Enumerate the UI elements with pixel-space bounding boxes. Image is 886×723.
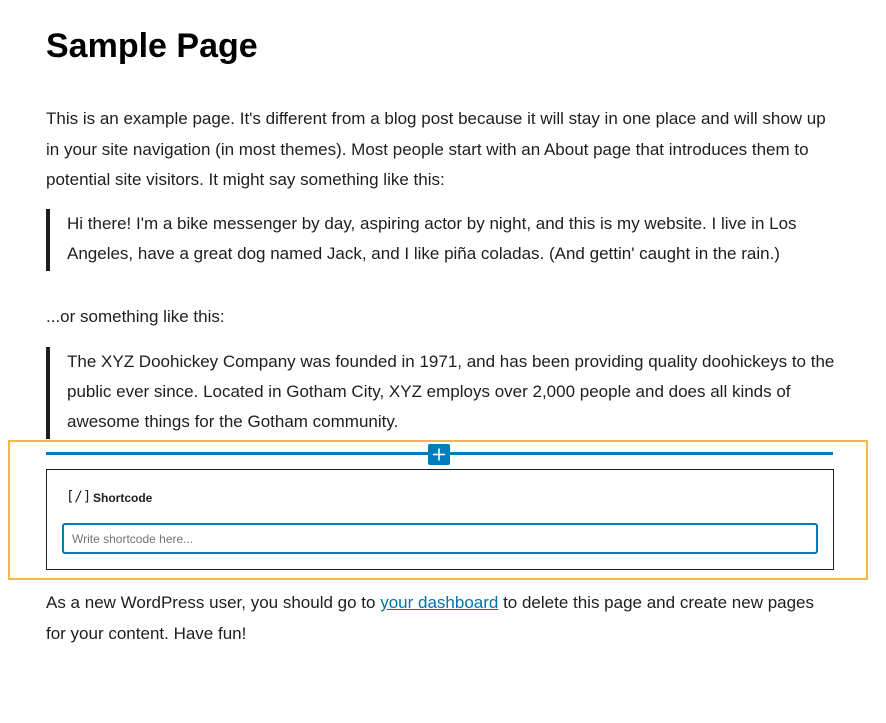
quote-text[interactable]: Hi there! I'm a bike messenger by day, aspiring actor by night, and this is my website. I live in Los Angeles, have a great dog named Jack, and I like piña coladas. (And gettin' caught in the rain.): [67, 214, 797, 263]
quote-block-doohickey[interactable]: [46, 347, 836, 439]
shortcode-block-label: Shortcode: [93, 491, 153, 505]
dashboard-link[interactable]: your dashboard: [380, 593, 499, 612]
paragraph-text-before-link: As a new WordPress user, you should go to: [46, 593, 381, 612]
shortcode-icon: [/]: [66, 489, 92, 505]
shortcode-block[interactable]: [46, 469, 834, 570]
quote-text[interactable]: The XYZ Doohickey Company was founded in 1971, and has been providing quality doohickeys to the public ever since. Located in Gotham City, XYZ employs over 2,000 people and does all kinds of awesome things for the Gotham community.: [67, 352, 835, 431]
paragraph-or-something[interactable]: ...or something like this:: [46, 307, 225, 326]
quote-block-bike-messenger[interactable]: [46, 209, 836, 271]
page-title[interactable]: Sample Page: [46, 27, 258, 65]
paragraph-text-after-link: to delete this page and create new pages for your content. Have fun!: [46, 593, 815, 643]
paragraph-intro[interactable]: This is an example page. It's different from a blog post because it will stay in one place and will show up in your site navigation (in most themes). Most people start with an About page that introduces them to potential site visitors. It might say something like this:: [46, 109, 826, 189]
plus-icon: [428, 444, 450, 465]
add-block-button[interactable]: [428, 444, 450, 465]
paragraph-new-user[interactable]: [46, 588, 836, 649]
shortcode-input[interactable]: [62, 523, 818, 554]
